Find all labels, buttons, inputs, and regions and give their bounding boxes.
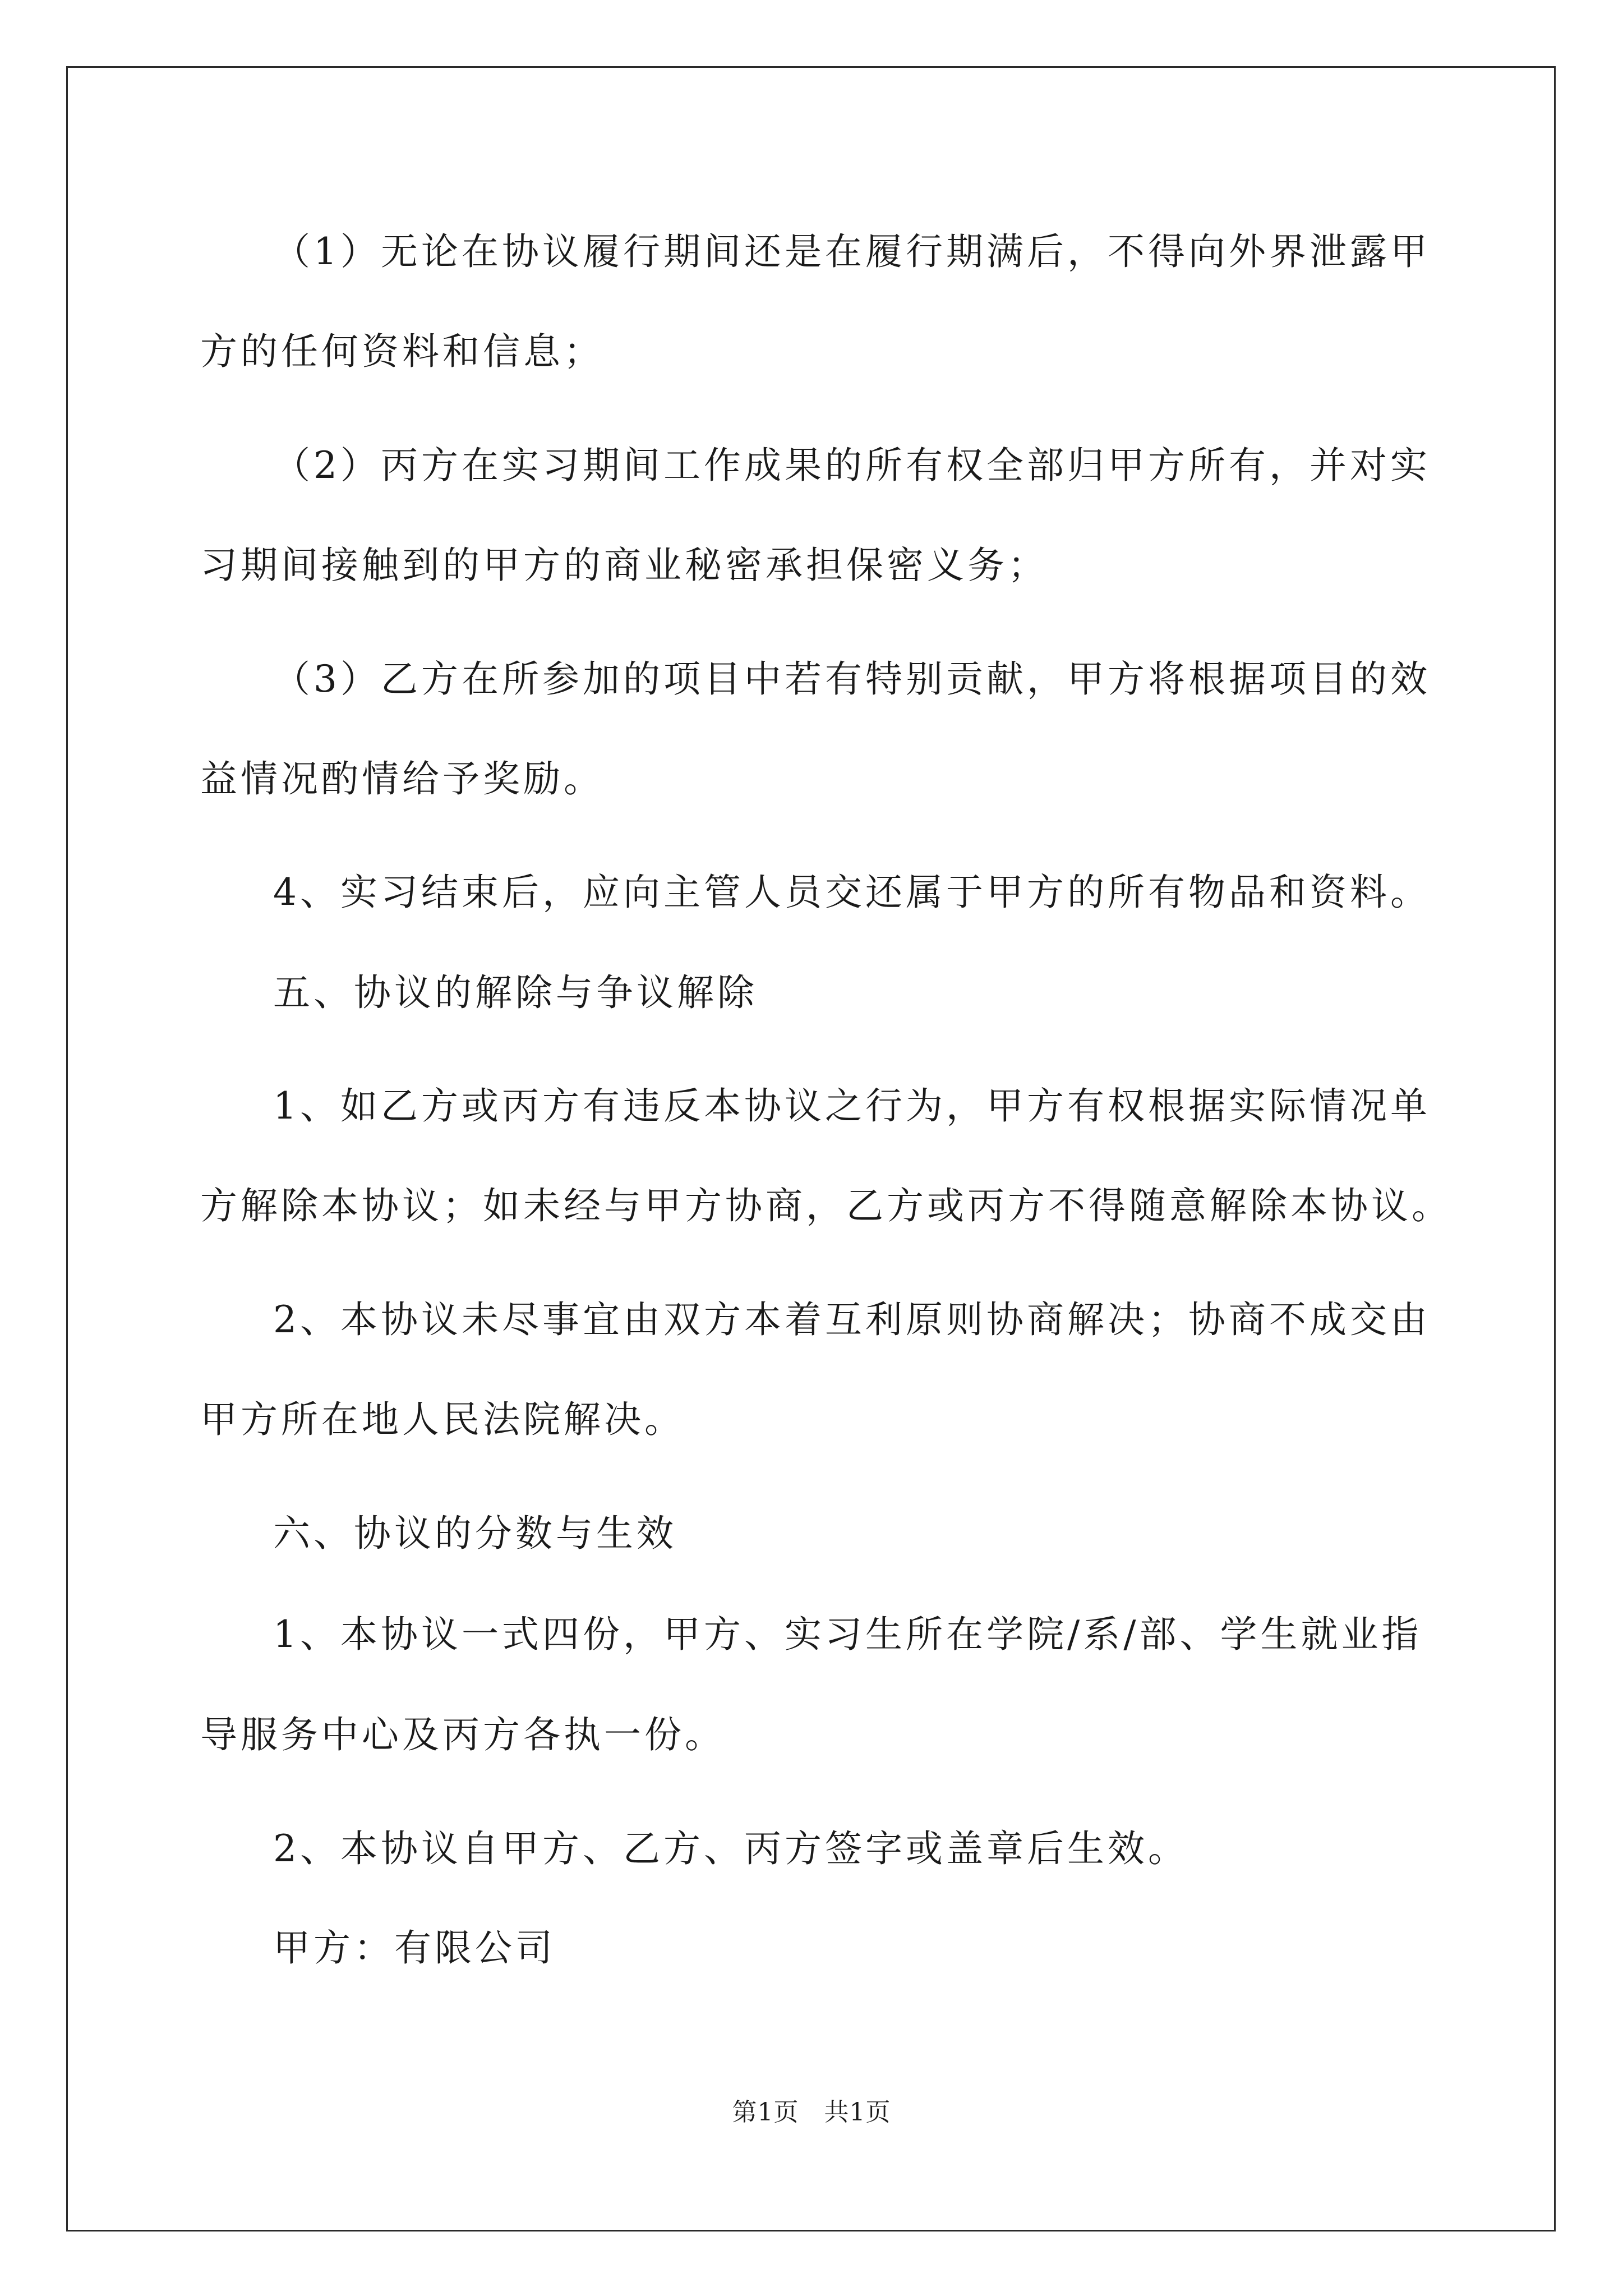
text-line: 1、如乙方或丙方有违反本协议之行为，甲方有权根据实际情况单 <box>273 1084 1431 1128</box>
text-line: （1）无论在协议履行期间还是在履行期满后，不得向外界泄露甲 <box>273 230 1431 273</box>
text-line: 1、本协议一式四份，甲方、实习生所在学院/系/部、学生就业指 <box>273 1613 1422 1656</box>
text-line: （3）乙方在所参加的项目中若有特别贡献，甲方将根据项目的效 <box>273 657 1431 701</box>
text-line: 益情况酌情给予奖励。 <box>200 757 604 800</box>
text-line: 习期间接触到的甲方的商业秘密承担保密义务； <box>200 544 1048 587</box>
text-line: 2、本协议未尽事宜由双方本着互利原则协商解决；协商不成交由 <box>273 1298 1431 1341</box>
text-line: （2）丙方在实习期间工作成果的所有权全部归甲方所有，并对实 <box>273 444 1431 487</box>
section-heading: 六、协议的分数与生效 <box>273 1512 677 1555</box>
text-line: 方的任何资料和信息； <box>200 330 604 373</box>
text-line: 2、本协议自甲方、乙方、丙方签字或盖章后生效。 <box>273 1827 1188 1870</box>
page-border <box>66 66 1556 2231</box>
page-number-footer: 第1页 共1页 <box>732 2098 891 2127</box>
text-line: 导服务中心及丙方各执一份。 <box>200 1713 725 1756</box>
text-line: 甲方所在地人民法院解决。 <box>200 1398 685 1441</box>
text-line: 4、实习结束后，应向主管人员交还属于甲方的所有物品和资料。 <box>273 871 1431 914</box>
text-line: 方解除本协议；如未经与甲方协商，乙方或丙方不得随意解除本协议。 <box>200 1184 1452 1227</box>
section-heading: 五、协议的解除与争议解除 <box>273 971 758 1014</box>
text-line: 甲方：有限公司 <box>273 1926 556 1970</box>
